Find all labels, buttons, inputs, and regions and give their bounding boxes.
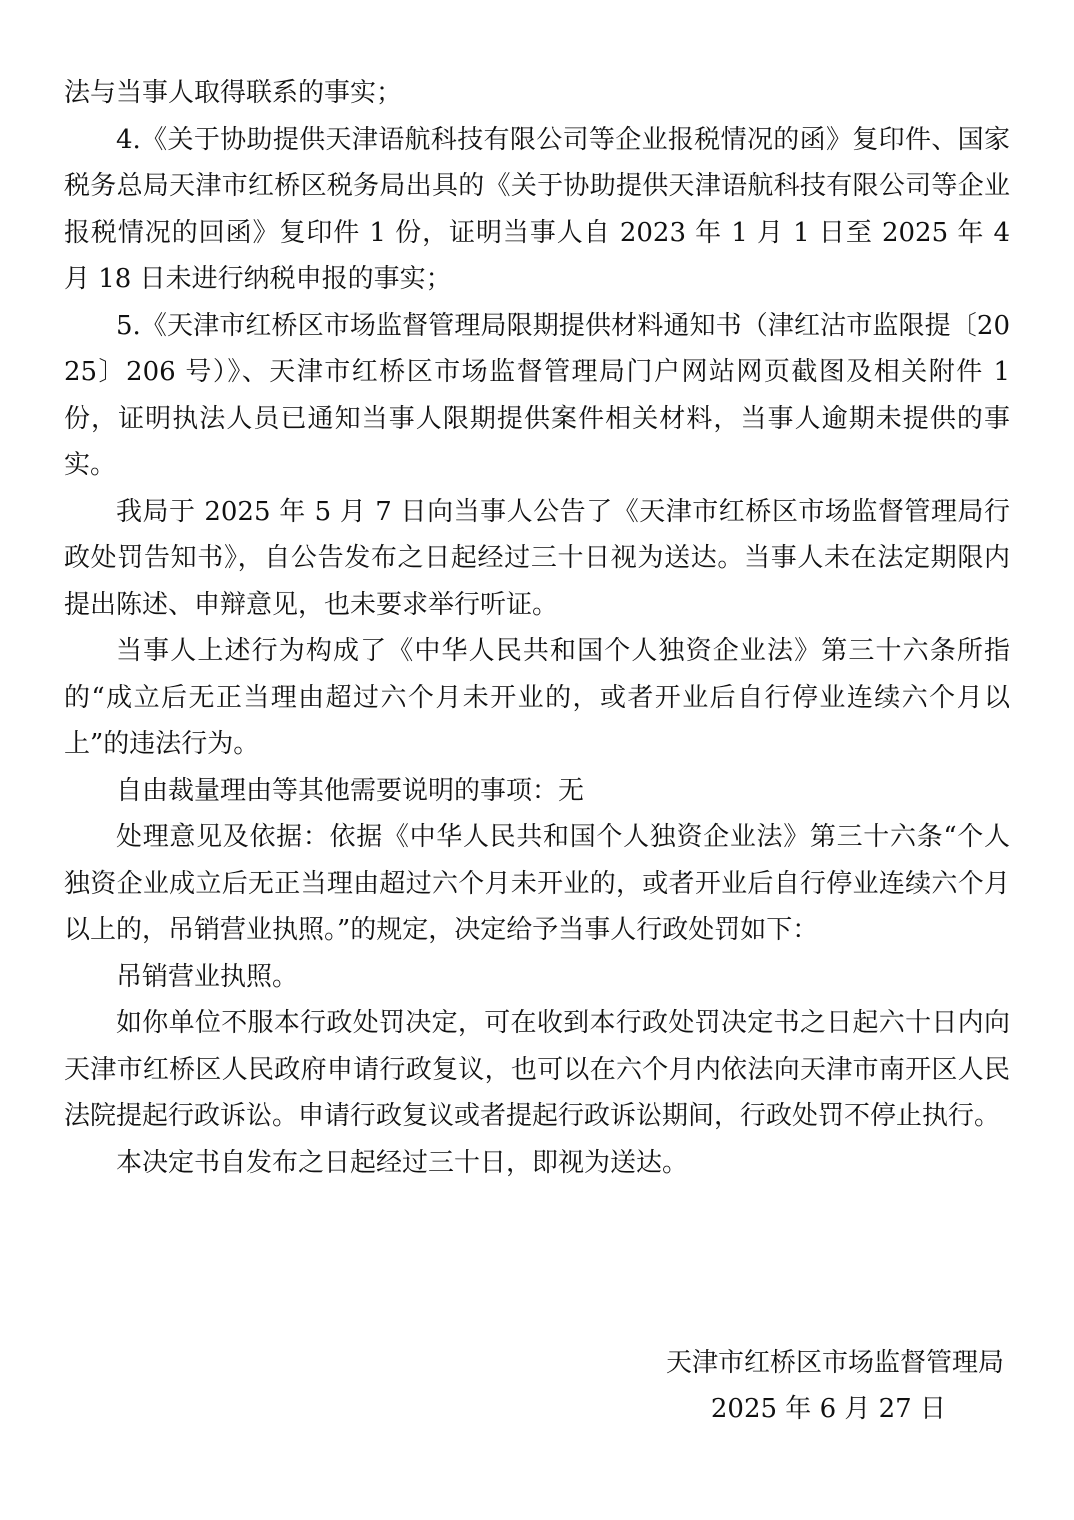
paragraph-delivery: 本决定书自发布之日起经过三十日，即视为送达。 — [116, 1147, 689, 1178]
paragraph-notice-announcement: 我局于 2025 年 5 月 7 日向当事人公告了《天津市红桥区市场监督管理局行政处罚告知书》，自公告发布之日起经过三十日视为送达。当事人未在法定期限内提出陈述、申辩意见，也未要求举行听证。 — [64, 496, 1010, 620]
issue-date: 2025 年 6 月 27 日 — [710, 1394, 946, 1424]
paragraph-appeal-rights: 如你单位不服本行政处罚决定，可在收到本行政处罚决定书之日起六十日内向天津市红桥区人民政府申请行政复议，也可以在六个月内依法向天津市南开区人民法院提起行政诉讼。申请行政复议或者提起行政诉讼期间，行政处罚不停止执行。 — [64, 1008, 1010, 1131]
issuing-organization: 天津市红桥区市场监督管理局 — [665, 1348, 1004, 1378]
paragraph-evidence-5: 5.《天津市红桥区市场监督管理局限期提供材料通知书（津红沽市监限提〔2025〕206 号）》、天津市红桥区市场监督管理局门户网站网页截图及相关附件 1 份，证明执法人员已通知当事人限期提供案件相关材料，当事人逾期未提供的事实。 — [64, 310, 1010, 480]
paragraph-continuation: 法与当事人取得联系的事实； — [64, 78, 403, 108]
paragraph-discretion: 自由裁量理由等其他需要说明的事项：无 — [116, 775, 585, 806]
document-body — [64, 70, 1010, 1186]
paragraph-penalty: 吊销营业执照。 — [116, 961, 299, 992]
paragraph-violation: 当事人上述行为构成了《中华人民共和国个人独资企业法》第三十六条所指的“成立后无正当理由超过六个月未开业的，或者开业后自行停业连续六个月以上”的违法行为。 — [64, 636, 1010, 759]
paragraph-basis: 处理意见及依据：依据《中华人民共和国个人独资企业法》第三十六条“个人独资企业成立后无正当理由超过六个月未开业的，或者开业后自行停业连续六个月以上的，吊销营业执照。”的规定，决定给予当事人行政处罚如下： — [64, 822, 1010, 945]
paragraph-evidence-4: 4.《关于协助提供天津语航科技有限公司等企业报税情况的函》复印件、国家税务总局天津市红桥区税务局出具的《关于协助提供天津语航科技有限公司等企业报税情况的回函》复印件 1 份，证明当事人自 2023 年 1 月 1 日至 2025 年 4 月 18 日未进行纳税申报的事实； — [64, 124, 1010, 294]
